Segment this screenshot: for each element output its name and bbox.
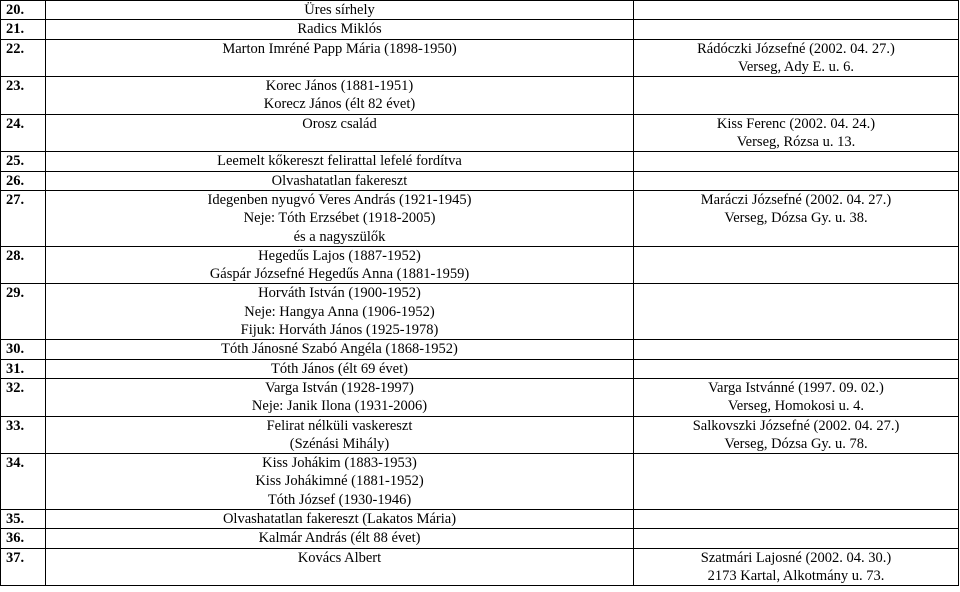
burial-entry-line: Orosz család bbox=[302, 115, 377, 132]
caretaker-cell bbox=[634, 284, 959, 340]
row-number: 34. bbox=[1, 454, 46, 510]
row-number: 22. bbox=[1, 39, 46, 77]
burial-entry-line: Olvashatatlan fakereszt bbox=[271, 172, 408, 189]
burial-entry-cell bbox=[46, 20, 634, 39]
caretaker-cell bbox=[634, 359, 959, 378]
table-row bbox=[1, 340, 959, 359]
burial-entry-line: Kalmár András (élt 88 évet) bbox=[258, 530, 421, 547]
burial-entry-line: Neje: Tóth Erzsébet (1918-2005) bbox=[243, 210, 436, 227]
caretaker-cell bbox=[634, 378, 959, 416]
table-row bbox=[1, 39, 959, 77]
row-number: 27. bbox=[1, 190, 46, 246]
row-number: 36. bbox=[1, 529, 46, 548]
burial-entry-line: Kiss Johákim (1883-1953) bbox=[262, 455, 417, 472]
burial-entry-line: Radics Miklós bbox=[297, 21, 382, 38]
caretaker-line: Verseg, Rózsa u. 13. bbox=[736, 134, 856, 151]
burial-entry-line: Horváth István (1900-1952) bbox=[258, 285, 421, 302]
row-number: 21. bbox=[1, 20, 46, 39]
table-row bbox=[1, 20, 959, 39]
caretaker-cell bbox=[634, 548, 959, 586]
caretaker-cell bbox=[634, 529, 959, 548]
row-number: 30. bbox=[1, 340, 46, 359]
burial-entry-line: Marton Imréné Papp Mária (1898-1950) bbox=[222, 40, 457, 57]
burial-entry-line: Hegedűs Lajos (1887-1952) bbox=[258, 247, 421, 264]
burial-entry-cell bbox=[46, 1, 634, 20]
burial-entry-cell bbox=[46, 359, 634, 378]
burial-entry-line: Neje: Janik Ilona (1931-2006) bbox=[251, 398, 428, 415]
caretaker-line: 2173 Kartal, Alkotmány u. 73. bbox=[707, 567, 885, 584]
burial-entry-line: Felirat nélküli vaskereszt bbox=[266, 417, 413, 434]
row-number: 25. bbox=[1, 152, 46, 171]
row-number: 33. bbox=[1, 416, 46, 454]
table-row bbox=[1, 171, 959, 190]
caretaker-cell bbox=[634, 171, 959, 190]
caretaker-cell bbox=[634, 114, 959, 152]
table-row bbox=[1, 114, 959, 152]
burial-entry-cell bbox=[46, 171, 634, 190]
caretaker-line: Verseg, Dózsa Gy. u. 38. bbox=[724, 210, 868, 227]
caretaker-cell bbox=[634, 416, 959, 454]
row-number: 26. bbox=[1, 171, 46, 190]
row-number: 37. bbox=[1, 548, 46, 586]
caretaker-cell bbox=[634, 1, 959, 20]
caretaker-cell bbox=[634, 152, 959, 171]
row-number: 28. bbox=[1, 246, 46, 284]
burial-entry-cell bbox=[46, 284, 634, 340]
burial-entry-cell bbox=[46, 246, 634, 284]
caretaker-cell bbox=[634, 510, 959, 529]
burial-entry-cell bbox=[46, 454, 634, 510]
caretaker-line: Salkovszki Józsefné (2002. 04. 27.) bbox=[692, 417, 900, 434]
burial-entry-line: Idegenben nyugvó Veres András (1921-1945) bbox=[207, 191, 472, 208]
table-row bbox=[1, 416, 959, 454]
table-row bbox=[1, 284, 959, 340]
table-row bbox=[1, 529, 959, 548]
table-row bbox=[1, 246, 959, 284]
burial-entry-line: Olvashatatlan fakereszt (Lakatos Mária) bbox=[222, 511, 457, 528]
caretaker-cell bbox=[634, 20, 959, 39]
caretaker-line: Verseg, Dózsa Gy. u. 78. bbox=[724, 435, 868, 452]
burial-entry-line: Kovács Albert bbox=[297, 549, 382, 566]
burial-entry-cell bbox=[46, 510, 634, 529]
caretaker-line: Rádóczki Józsefné (2002. 04. 27.) bbox=[697, 40, 895, 57]
row-number: 20. bbox=[1, 1, 46, 20]
table-row bbox=[1, 454, 959, 510]
table-row bbox=[1, 359, 959, 378]
burial-entry-cell bbox=[46, 190, 634, 246]
row-number: 29. bbox=[1, 284, 46, 340]
table-row bbox=[1, 378, 959, 416]
caretaker-cell bbox=[634, 340, 959, 359]
burial-entry-cell bbox=[46, 378, 634, 416]
table-row bbox=[1, 152, 959, 171]
row-number: 32. bbox=[1, 378, 46, 416]
table-row bbox=[1, 1, 959, 20]
burial-entry-cell bbox=[46, 548, 634, 586]
burial-entry-line: (Szénási Mihály) bbox=[289, 435, 390, 452]
table-row bbox=[1, 77, 959, 115]
burial-entry-line: Varga István (1928-1997) bbox=[265, 379, 414, 396]
table-row bbox=[1, 510, 959, 529]
caretaker-line: Verseg, Homokosi u. 4. bbox=[727, 398, 865, 415]
burial-entry-line: Neje: Hangya Anna (1906-1952) bbox=[244, 303, 435, 320]
burial-entry-cell bbox=[46, 77, 634, 115]
burial-entry-cell bbox=[46, 39, 634, 77]
table-body bbox=[1, 1, 959, 586]
caretaker-line: Maráczi Józsefné (2002. 04. 27.) bbox=[700, 191, 892, 208]
burial-entry-line: Kiss Johákimné (1881-1952) bbox=[255, 473, 424, 490]
burial-entry-cell bbox=[46, 152, 634, 171]
burial-entry-cell bbox=[46, 114, 634, 152]
caretaker-cell bbox=[634, 39, 959, 77]
burial-entry-line: Korec János (1881-1951) bbox=[265, 78, 414, 95]
row-number: 24. bbox=[1, 114, 46, 152]
caretaker-cell bbox=[634, 77, 959, 115]
caretaker-cell bbox=[634, 246, 959, 284]
burial-entry-line: Fijuk: Horváth János (1925-1978) bbox=[240, 322, 439, 339]
caretaker-line: Varga Istvánné (1997. 09. 02.) bbox=[708, 379, 884, 396]
burial-entry-line: Tóth János (élt 69 évet) bbox=[271, 360, 408, 377]
burial-entry-line: Tóth Jánosné Szabó Angéla (1868-1952) bbox=[221, 341, 458, 358]
burial-entry-line: és a nagyszülők bbox=[293, 228, 386, 245]
burial-entry-cell bbox=[46, 340, 634, 359]
table-row bbox=[1, 548, 959, 586]
table-row bbox=[1, 190, 959, 246]
burial-entry-line: Leemelt kőkereszt felirattal lefelé fordítva bbox=[217, 153, 462, 170]
caretaker-line: Kiss Ferenc (2002. 04. 24.) bbox=[716, 115, 876, 132]
burial-entry-line: Korecz János (élt 82 évet) bbox=[263, 96, 416, 113]
burial-entry-line: Tóth József (1930-1946) bbox=[267, 491, 412, 508]
caretaker-line: Verseg, Ady E. u. 6. bbox=[738, 58, 854, 75]
row-number: 23. bbox=[1, 77, 46, 115]
burial-entry-cell bbox=[46, 416, 634, 454]
caretaker-line: Szatmári Lajosné (2002. 04. 30.) bbox=[700, 549, 892, 566]
burial-entry-line: Üres sírhely bbox=[304, 2, 375, 18]
burial-entry-line: Gáspár Józsefné Hegedűs Anna (1881-1959) bbox=[209, 266, 470, 283]
row-number: 35. bbox=[1, 510, 46, 529]
burial-entry-cell bbox=[46, 529, 634, 548]
caretaker-cell bbox=[634, 190, 959, 246]
caretaker-cell bbox=[634, 454, 959, 510]
row-number: 31. bbox=[1, 359, 46, 378]
